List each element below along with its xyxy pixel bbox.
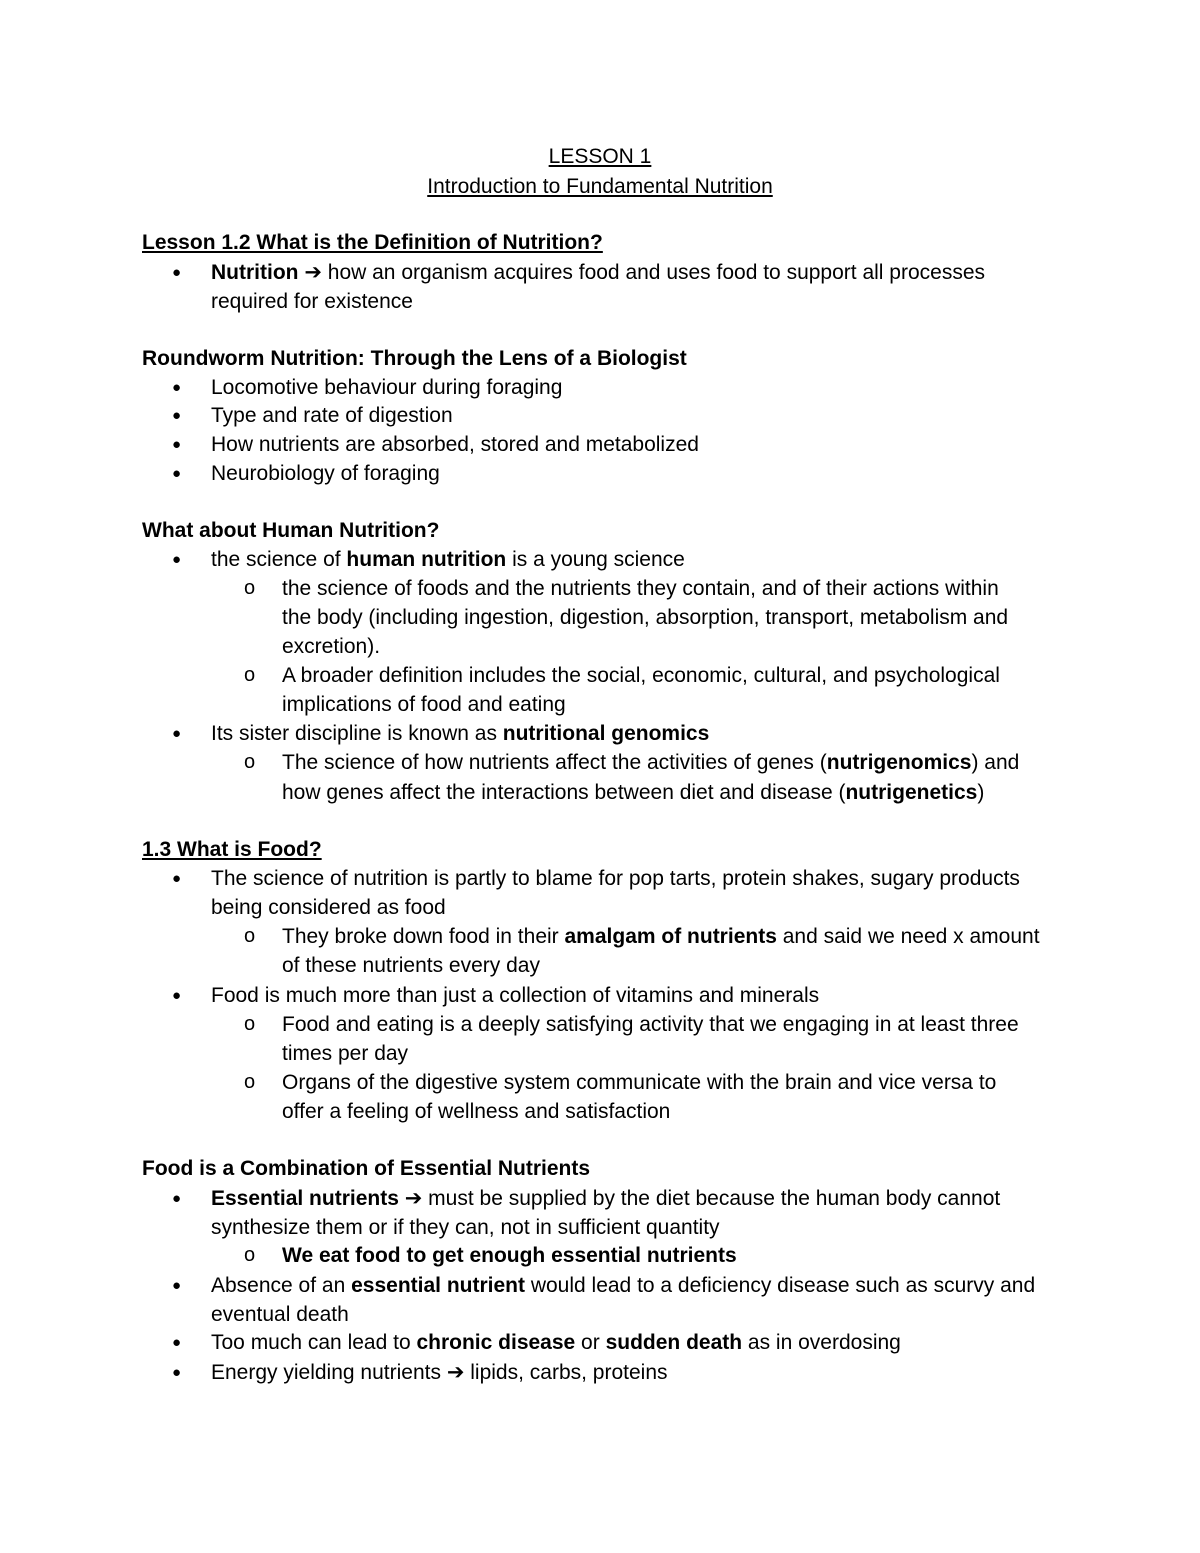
sub-list-item: A broader definition includes the social, economic, cultural, and psychological	[282, 664, 1000, 687]
sub-list-item: Organs of the digestive system communicate with the brain and vice versa to	[282, 1071, 997, 1094]
list-item: Energy yielding nutrients ➔ lipids, carbs, proteins	[211, 1361, 668, 1384]
sub-list-item-continuation: excretion).	[282, 635, 381, 658]
list-item-continuation: required for existence	[211, 290, 413, 313]
list-item: Type and rate of digestion	[211, 404, 453, 427]
lesson-number: LESSON 1	[548, 145, 652, 168]
circle-bullet-icon: o	[244, 1013, 256, 1035]
sub-list-item-continuation: how genes affect the interactions between diet and disease (nutrigenetics)	[282, 781, 985, 804]
section-heading-what-is-food: 1.3 What is Food?	[142, 838, 322, 861]
bullet-icon: ●	[172, 264, 182, 281]
term-nutrition: Nutrition	[211, 261, 299, 284]
sub-list-item: the science of foods and the nutrients they contain, and of their actions within	[282, 577, 999, 600]
circle-bullet-icon: o	[244, 925, 256, 947]
bullet-icon: ●	[172, 987, 182, 1004]
sub-list-item: The science of how nutrients affect the activities of genes (nutrigenomics) and	[282, 751, 1020, 774]
sub-list-item-continuation: of these nutrients every day	[282, 954, 540, 977]
list-item: Too much can lead to chronic disease or sudden death as in overdosing	[211, 1331, 901, 1354]
sub-list-item-continuation: offer a feeling of wellness and satisfaction	[282, 1100, 671, 1123]
list-item: Its sister discipline is known as nutritional genomics	[211, 722, 710, 745]
circle-bullet-icon: o	[244, 751, 256, 773]
bullet-icon: ●	[172, 1364, 182, 1381]
list-item: Absence of an essential nutrient would lead to a deficiency disease such as scurvy and	[211, 1274, 1036, 1297]
list-item-continuation: eventual death	[211, 1303, 349, 1326]
section-heading-essential-nutrients: Food is a Combination of Essential Nutrients	[142, 1157, 591, 1180]
bullet-icon: ●	[172, 379, 182, 396]
bullet-icon: ●	[172, 1277, 182, 1294]
arrow-icon: ➔	[404, 1187, 423, 1210]
list-item: Food is much more than just a collection of vitamins and minerals	[211, 984, 820, 1007]
circle-bullet-icon: o	[244, 577, 256, 599]
bullet-icon: ●	[172, 436, 182, 453]
sub-list-item-continuation: the body (including ingestion, digestion, absorption, transport, metabolism and	[282, 606, 1009, 629]
list-item: Essential nutrients ➔ must be supplied by the diet because the human body cannot	[211, 1187, 1001, 1210]
sub-list-item: They broke down food in their amalgam of nutrients and said we need x amount	[282, 925, 1040, 948]
circle-bullet-icon: o	[244, 1071, 256, 1093]
bullet-icon: ●	[172, 551, 182, 568]
sub-list-item-continuation: implications of food and eating	[282, 693, 566, 716]
sub-list-item-continuation: times per day	[282, 1042, 409, 1065]
bullet-icon: ●	[172, 407, 182, 424]
bullet-icon: ●	[172, 1334, 182, 1351]
bullet-icon: ●	[172, 465, 182, 482]
list-item-continuation: being considered as food	[211, 896, 446, 919]
sub-list-item: We eat food to get enough essential nutrients	[282, 1244, 737, 1267]
list-item: Neurobiology of foraging	[211, 462, 440, 485]
circle-bullet-icon: o	[244, 1244, 256, 1266]
section-heading-human-nutrition: What about Human Nutrition?	[142, 519, 440, 542]
list-item: Locomotive behaviour during foraging	[211, 376, 563, 399]
list-item: How nutrients are absorbed, stored and metabolized	[211, 433, 699, 456]
arrow-icon: ➔	[304, 261, 322, 284]
lesson-title: Introduction to Fundamental Nutrition	[427, 175, 773, 198]
list-item: the science of human nutrition is a young science	[211, 548, 685, 571]
list-item: Nutrition ➔ how an organism acquires food and uses food to support all processes	[211, 261, 985, 284]
bullet-icon: ●	[172, 870, 182, 887]
circle-bullet-icon: o	[244, 664, 256, 686]
sub-list-item: Food and eating is a deeply satisfying activity that we engaging in at least three	[282, 1013, 1019, 1036]
bullet-icon: ●	[172, 725, 182, 742]
section-heading-roundworm: Roundworm Nutrition: Through the Lens of a Biologist	[142, 347, 687, 370]
section-heading-definition: Lesson 1.2 What is the Definition of Nutrition?	[142, 231, 603, 254]
list-item: The science of nutrition is partly to blame for pop tarts, protein shakes, sugary products	[211, 867, 1020, 890]
list-item-continuation: synthesize them or if they can, not in sufficient quantity	[211, 1216, 720, 1239]
arrow-icon: ➔	[446, 1361, 465, 1384]
bullet-icon: ●	[172, 1190, 182, 1207]
